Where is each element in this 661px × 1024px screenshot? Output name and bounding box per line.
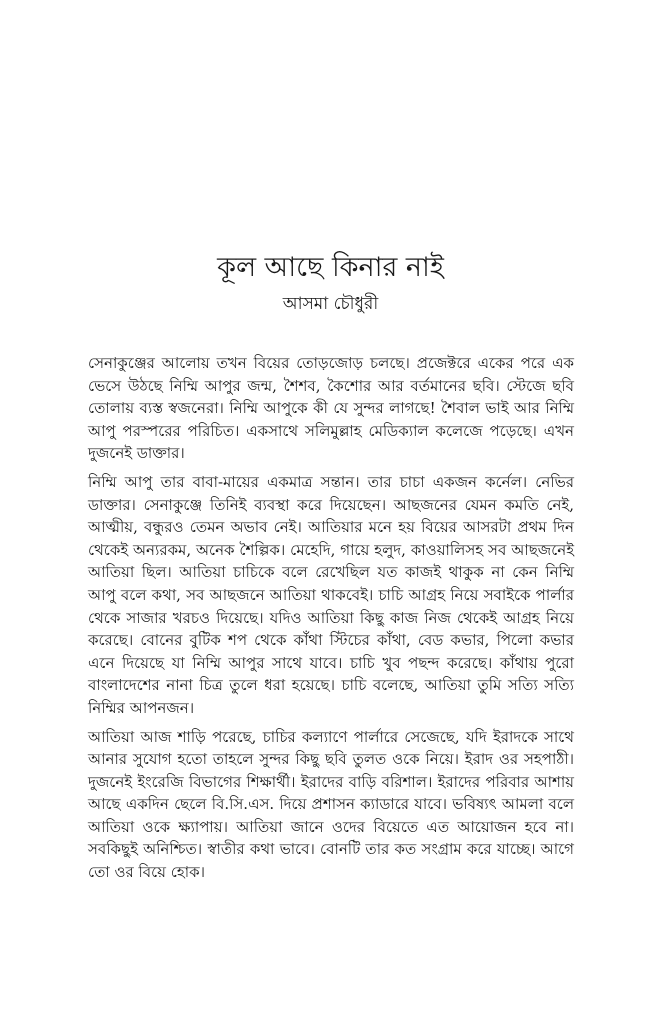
author-name: আসমা চৌধুরী bbox=[282, 294, 379, 314]
story-title: কূল আছে কিনার নাই bbox=[217, 252, 444, 283]
paragraph-1: সেনাকুঞ্জের আলোয় তখন বিয়ের তোড়জোড় চলছে। প্রজেক্টরে একের পরে এক ভেসে উঠছে নিম্মি আপুর জন্ম, শৈশব, কৈশোর আর বর্তমানের ছবি। স্টেজে ছবি তোলায় ব্যস্ত স্বজনেরা। নিম্মি আপুকে কী যে সুন্দর লাগছে! শৈবাল ভাই আর নিম্মি আপু পরস্পরের পরিচিত। একসাথে সলিমুল্লাহ মেডিক্যাল কলেজে পড়েছে। এখন দুজনেই ডাক্তার। bbox=[88, 354, 574, 463]
paragraph-3: আতিয়া আজ শাড়ি পরেছে, চাচির কল্যাণে পার্লারে সেজেছে, যদি ইরাদকে সাথে আনার সুযোগ হতো তাহলে সুন্দর কিছু ছবি তুলত ওকে নিয়ে। ইরাদ ওর সহপাঠী। দুজনেই ইংরেজি বিভাগের শিক্ষার্থী। ইরাদের বাড়ি বরিশাল। ইরাদের পরিবার আশায় আছে একদিন ছেলে বি.সি.এস. দিয়ে প্রশাসন ক্যাডারে যাবে। ভবিষ্যৎ আমলা বলে আতিয়া ওকে ক্ষ্যাপায়। আতিয়া জানে ওদের বিয়েতে এত আয়োজন হবে না। সবকিছুই অনিশ্চিত। স্বাতীর কথা ভাবে। বোনটি তার কত সংগ্রাম করে যাচ্ছে। আগে তো ওর বিয়ে হোক। bbox=[88, 727, 574, 882]
paragraph-2: নিম্মি আপু তার বাবা-মায়ের একমাত্র সন্তান। তার চাচা একজন কর্নেল। নেভির ডাক্তার। সেনাকুঞ্জে তিনিই ব্যবস্থা করে দিয়েছেন। আছজনের যেমন কমতি নেই, আত্মীয়, বন্ধুরও তেমন অভাব নেই। আতিয়ার মনে হয় বিয়ের আসরটা প্রথম দিন থেকেই অন্যরকম, অনেক শৈল্পিক। মেহেদি, গায়ে হলুদ, কাওয়ালিসহ সব আছজনেই আতিয়া ছিল। আতিয়া চাচিকে বলে রেখেছিল যত কাজই থাকুক না কেন নিম্মি আপু বলে কথা, সব আছজনে আতিয়া থাকবেই। চাচি আগ্রহ নিয়ে সবাইকে পার্লার থেকে সাজার খরচও দিয়েছে। যদিও আতিয়া কিছু কাজ নিজ থেকেই আগ্রহ নিয়ে করেছে। বোনের বুটিক শপ থেকে কাঁথা স্টিচের কাঁথা, বেড কভার, পিলো কভার এনে দিয়েছে যা নিম্মি আপুর সাথে যাবে। চাচি খুব পছন্দ করেছে। কাঁথায় পুরো বাংলাদেশের নানা চিত্র তুলে ধরা হয়েছে। চাচি বলেছে, আতিয়া তুমি সত্যি সত্যি নিম্মির আপনজন। bbox=[88, 472, 574, 717]
story-body bbox=[88, 352, 574, 890]
